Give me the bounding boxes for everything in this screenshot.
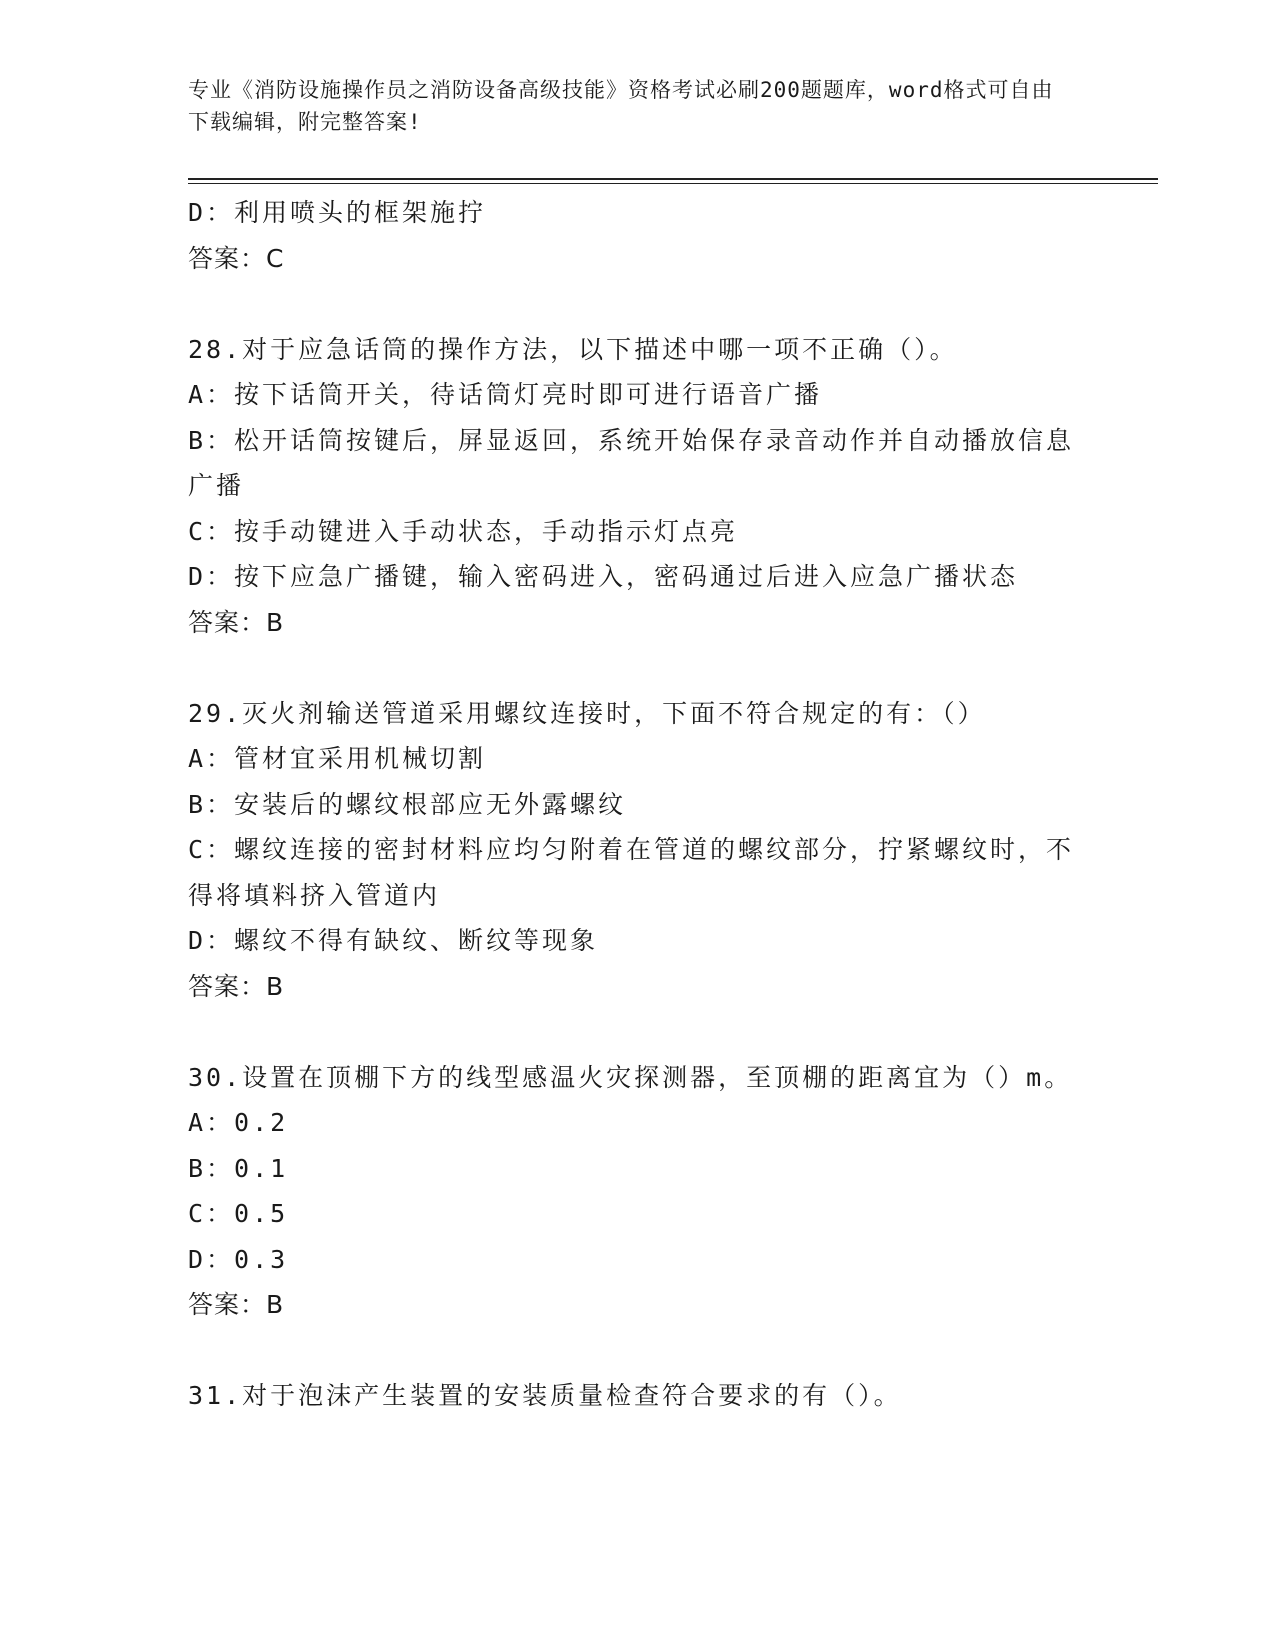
option-b: B：松开话筒按键后，屏显返回，系统开始保存录音动作并自动播放信息广播 (188, 425, 1075, 500)
option-c: C：螺纹连接的密封材料应均匀附着在管道的螺纹部分，拧紧螺纹时，不得将填料挤入管道内 (188, 835, 1075, 910)
answer: 答案：B (188, 1290, 285, 1319)
question-stem: 28.对于应急话筒的操作方法，以下描述中哪一项不正确（）。 (188, 334, 958, 364)
option-a: A：管材宜采用机械切割 (188, 744, 487, 773)
document-header: 专业《消防设施操作员之消防设备高级技能》资格考试必刷200题题库，word格式可自由下载编辑，附完整答案! (188, 78, 1054, 134)
spacer (188, 645, 1088, 691)
option-b: B：0.1 (188, 1153, 289, 1183)
question-stem: 29.灭火剂输送管道采用螺纹连接时，下面不符合规定的有：（） (188, 698, 986, 728)
spacer (188, 281, 1088, 327)
question-31 (188, 1373, 1088, 1419)
spacer (188, 1328, 1088, 1374)
option-d: D：按下应急广播键，输入密码进入，密码通过后进入应急广播状态 (188, 562, 1019, 591)
prev-answer: 答案：C (188, 243, 285, 273)
option-b: B：安装后的螺纹根部应无外露螺纹 (188, 789, 627, 819)
question-29 (188, 691, 1088, 1010)
question-30 (188, 1055, 1088, 1328)
header-rule-thin (188, 183, 1158, 184)
option-d: D：螺纹不得有缺纹、断纹等现象 (188, 926, 599, 955)
option-a: A：按下话筒开关，待话筒灯亮时即可进行语音广播 (188, 380, 823, 409)
option-a: A：0.2 (188, 1108, 289, 1137)
answer: 答案：B (188, 607, 285, 637)
question-28 (188, 327, 1088, 646)
question-list (188, 190, 1088, 1419)
answer: 答案：B (188, 971, 285, 1001)
question-stem: 31.对于泡沫产生装置的安装质量检查符合要求的有（）。 (188, 1381, 902, 1410)
prev-option-d: D：利用喷头的框架施拧 (188, 198, 487, 227)
question-stem: 30.设置在顶棚下方的线型感温火灾探测器，至顶棚的距离宜为（）m。 (188, 1062, 1073, 1092)
header-rule-thick (188, 178, 1158, 180)
option-d: D：0.3 (188, 1244, 289, 1274)
spacer (188, 1009, 1088, 1055)
option-c: C：按手动键进入手动状态，手动指示灯点亮 (188, 516, 739, 546)
option-c: C：0.5 (188, 1199, 289, 1228)
